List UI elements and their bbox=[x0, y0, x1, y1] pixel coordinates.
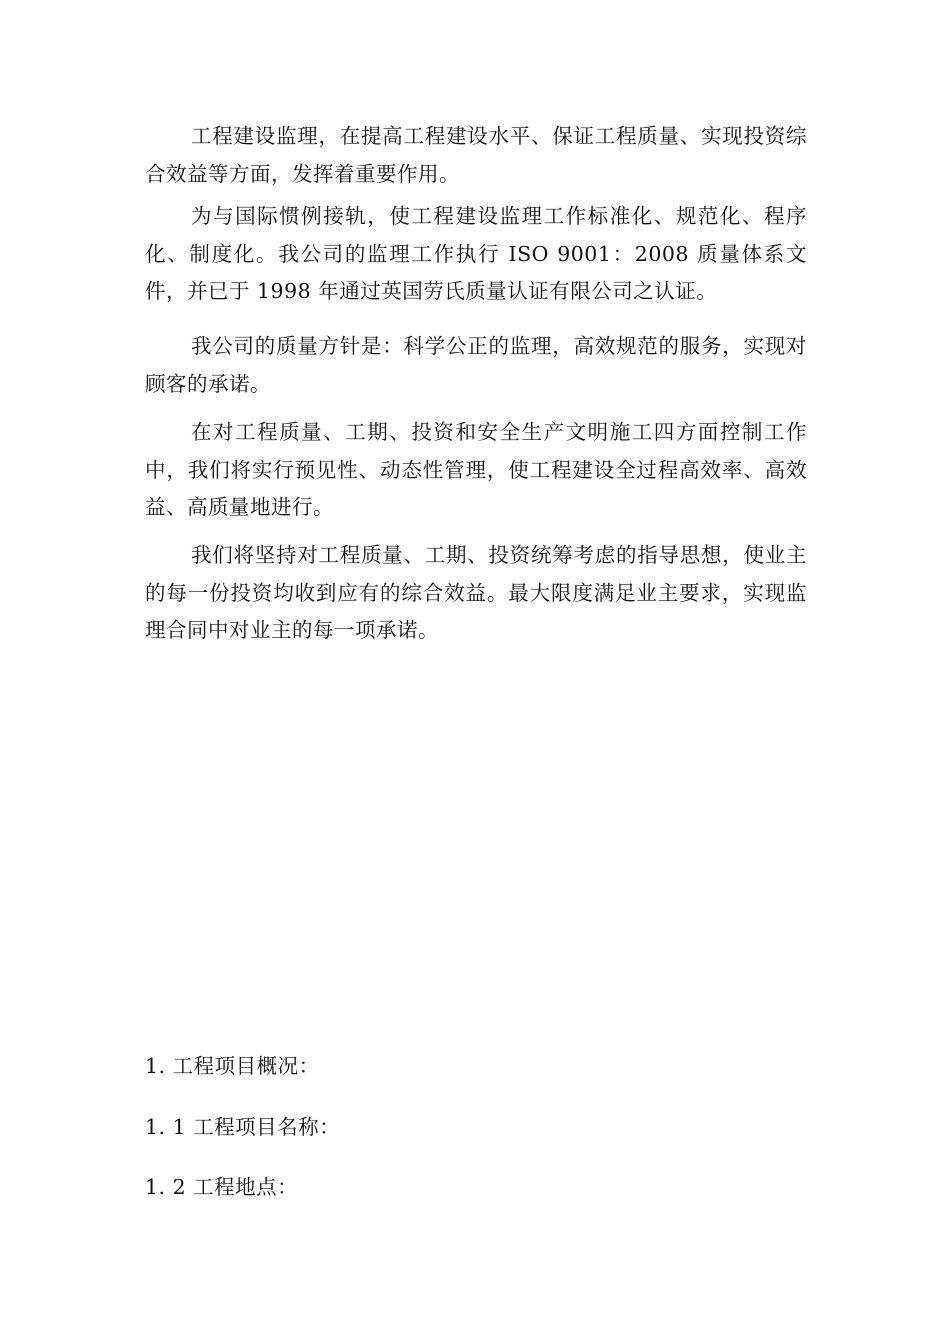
section-heading-project-name: 1. 1 工程项目名称： bbox=[145, 1115, 341, 1139]
section-heading-project-overview: 1. 工程项目概况： bbox=[145, 1054, 320, 1078]
paragraph-control-work: 在对工程质量、工期、投资和安全生产文明施工四方面控制工作中，我们将实行预见性、动态性管理，使工程建设全过程高效率、高效益、高质量地进行。 bbox=[145, 420, 807, 519]
paragraph-iso-certification: 为与国际惯例接轨，使工程建设监理工作标准化、规范化、程序化、制度化。我公司的监理工作执行 ISO 9001：2008 质量体系文件，并已于 1998 年通过英国劳氏质量认证有限公司之认证。 bbox=[145, 204, 807, 303]
paragraph-quality-policy: 我公司的质量方针是：科学公正的监理，高效规范的服务，实现对顾客的承诺。 bbox=[145, 334, 807, 396]
section-heading-project-location: 1. 2 工程地点： bbox=[145, 1175, 299, 1199]
paragraph-guiding-thought: 我们将坚持对工程质量、工期、投资统筹考虑的指导思想，使业主的每一份投资均收到应有的综合效益。最大限度满足业主要求，实现监理合同中对业主的每一项承诺。 bbox=[145, 543, 807, 642]
paragraph-supervision-role: 工程建设监理，在提高工程建设水平、保证工程质量、实现投资综合效益等方面，发挥着重要作用。 bbox=[145, 124, 807, 186]
